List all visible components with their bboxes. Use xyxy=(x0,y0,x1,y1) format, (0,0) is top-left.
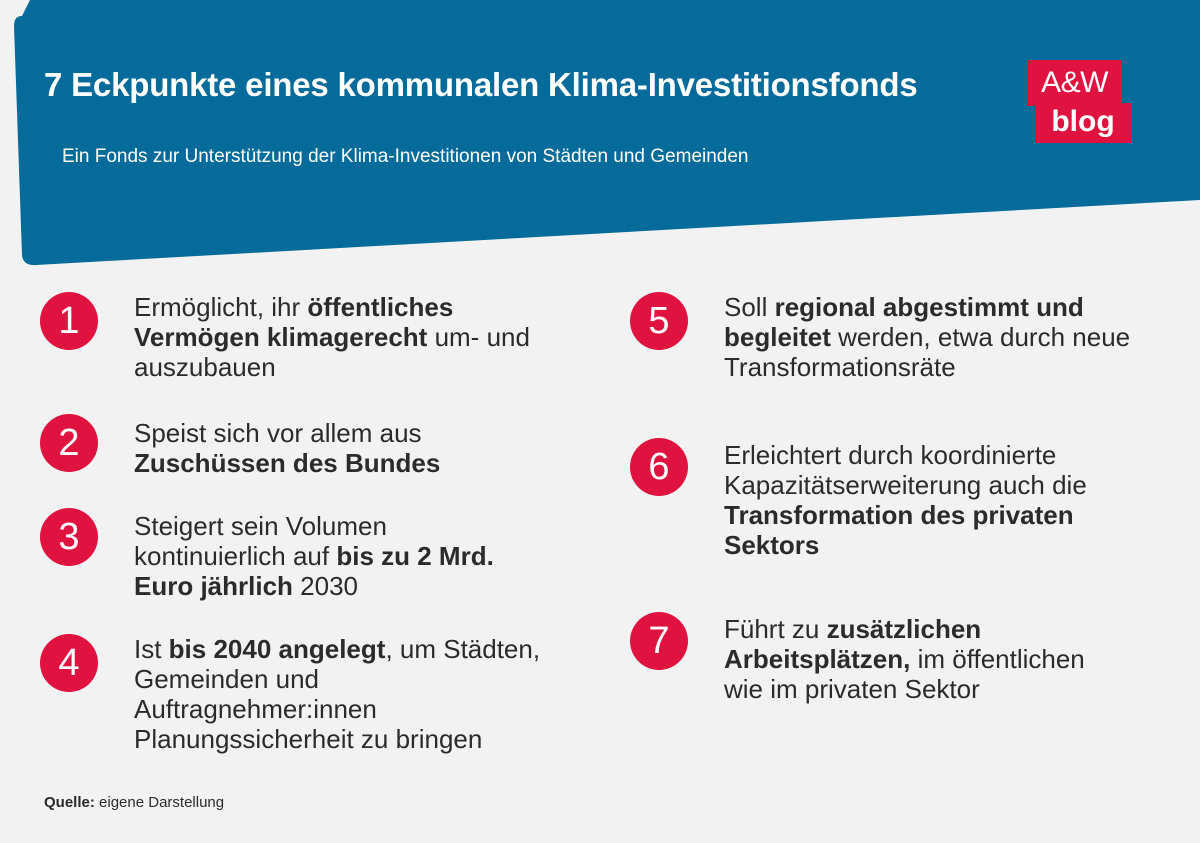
item-line xyxy=(724,440,1087,470)
item-line xyxy=(134,724,540,754)
item-text-bold: bis zu 2 Mrd. xyxy=(336,541,494,571)
item-number-3: 3 xyxy=(40,508,98,566)
item-line xyxy=(134,634,540,664)
item-line xyxy=(724,292,1130,322)
page-title: 7 Eckpunkte eines kommunalen Klima-Investitionsfonds xyxy=(44,66,918,103)
item-line xyxy=(724,530,1087,560)
page-subtitle: Ein Fonds zur Unterstützung der Klima-Investitionen von Städten und Gemeinden xyxy=(62,146,749,167)
item-text-3 xyxy=(134,511,494,601)
item-line xyxy=(134,571,494,601)
item-text-regular: auszubauen xyxy=(134,352,276,382)
item-text-regular: Kapazitätserweiterung auch die xyxy=(724,470,1087,500)
item-number-2: 2 xyxy=(40,414,98,472)
item-number-6: 6 xyxy=(630,438,688,496)
item-text-bold: Vermögen klimagerecht xyxy=(134,322,428,352)
item-text-regular: werden, etwa durch neue xyxy=(830,322,1131,352)
source-note xyxy=(44,794,224,811)
item-text-regular: Auftragnehmer:innen xyxy=(134,694,377,724)
item-text-regular: um- und xyxy=(427,322,530,352)
item-text-regular: , um Städten, xyxy=(385,634,541,664)
item-line xyxy=(134,541,494,571)
item-text-regular: Ist xyxy=(134,634,169,664)
item-text-regular: Planungssicherheit zu bringen xyxy=(134,724,483,754)
item-text-bold: öffentliches xyxy=(307,292,454,322)
item-text-bold: Zuschüssen des Bundes xyxy=(134,448,441,478)
item-text-regular: Speist sich vor allem aus xyxy=(134,418,422,448)
item-text-regular: kontinuierlich auf xyxy=(134,541,337,571)
source-label: Quelle: xyxy=(44,794,95,811)
item-text-bold: bis 2040 angelegt xyxy=(168,634,386,664)
item-line xyxy=(134,322,530,352)
item-line xyxy=(134,694,540,724)
source-text: eigene Darstellung xyxy=(94,794,225,811)
item-text-regular: Steigert sein Volumen xyxy=(134,511,387,541)
item-text-regular: im öffentlichen xyxy=(910,644,1085,674)
item-text-1 xyxy=(134,292,530,382)
item-text-regular: Soll xyxy=(724,292,775,322)
item-number-5: 5 xyxy=(630,292,688,350)
item-line xyxy=(134,664,540,694)
item-text-bold: begleitet xyxy=(724,322,831,352)
item-line xyxy=(134,511,494,541)
item-line xyxy=(724,470,1087,500)
item-text-regular: 2030 xyxy=(292,571,358,601)
item-line xyxy=(134,292,530,322)
item-text-regular: Erleichtert durch koordinierte xyxy=(724,440,1057,470)
item-text-regular: Führt zu xyxy=(724,614,827,644)
item-number-7: 7 xyxy=(630,612,688,670)
item-number-1: 1 xyxy=(40,292,98,350)
logo-blog: blog xyxy=(1035,103,1131,143)
item-text-bold: Euro jährlich xyxy=(134,571,293,601)
item-text-7 xyxy=(724,614,1085,704)
item-text-regular: Gemeinden und xyxy=(134,664,320,694)
item-line xyxy=(134,418,440,448)
item-text-4 xyxy=(134,634,540,754)
item-number-4: 4 xyxy=(40,634,98,692)
item-text-regular: Ermöglicht, ihr xyxy=(134,292,308,322)
header-banner xyxy=(0,0,1200,270)
item-text-bold: zusätzlichen xyxy=(826,614,982,644)
item-text-2 xyxy=(134,418,440,478)
logo-aw: A&W xyxy=(1027,60,1122,106)
item-line xyxy=(724,500,1087,530)
item-line xyxy=(724,674,1085,704)
item-text-bold: Transformation des privaten xyxy=(724,500,1074,530)
item-text-bold: regional abgestimmt und xyxy=(774,292,1084,322)
item-line xyxy=(134,448,440,478)
item-text-6 xyxy=(724,440,1087,560)
item-line xyxy=(724,644,1085,674)
item-line xyxy=(134,352,530,382)
header-background xyxy=(0,0,1200,270)
item-text-bold: Sektors xyxy=(724,530,820,560)
item-text-regular: Transformationsräte xyxy=(724,352,956,382)
item-text-5 xyxy=(724,292,1130,382)
item-line xyxy=(724,614,1085,644)
item-text-bold: Arbeitsplätzen, xyxy=(724,644,911,674)
item-line xyxy=(724,322,1130,352)
item-line xyxy=(724,352,1130,382)
item-text-regular: wie im privaten Sektor xyxy=(724,674,980,704)
